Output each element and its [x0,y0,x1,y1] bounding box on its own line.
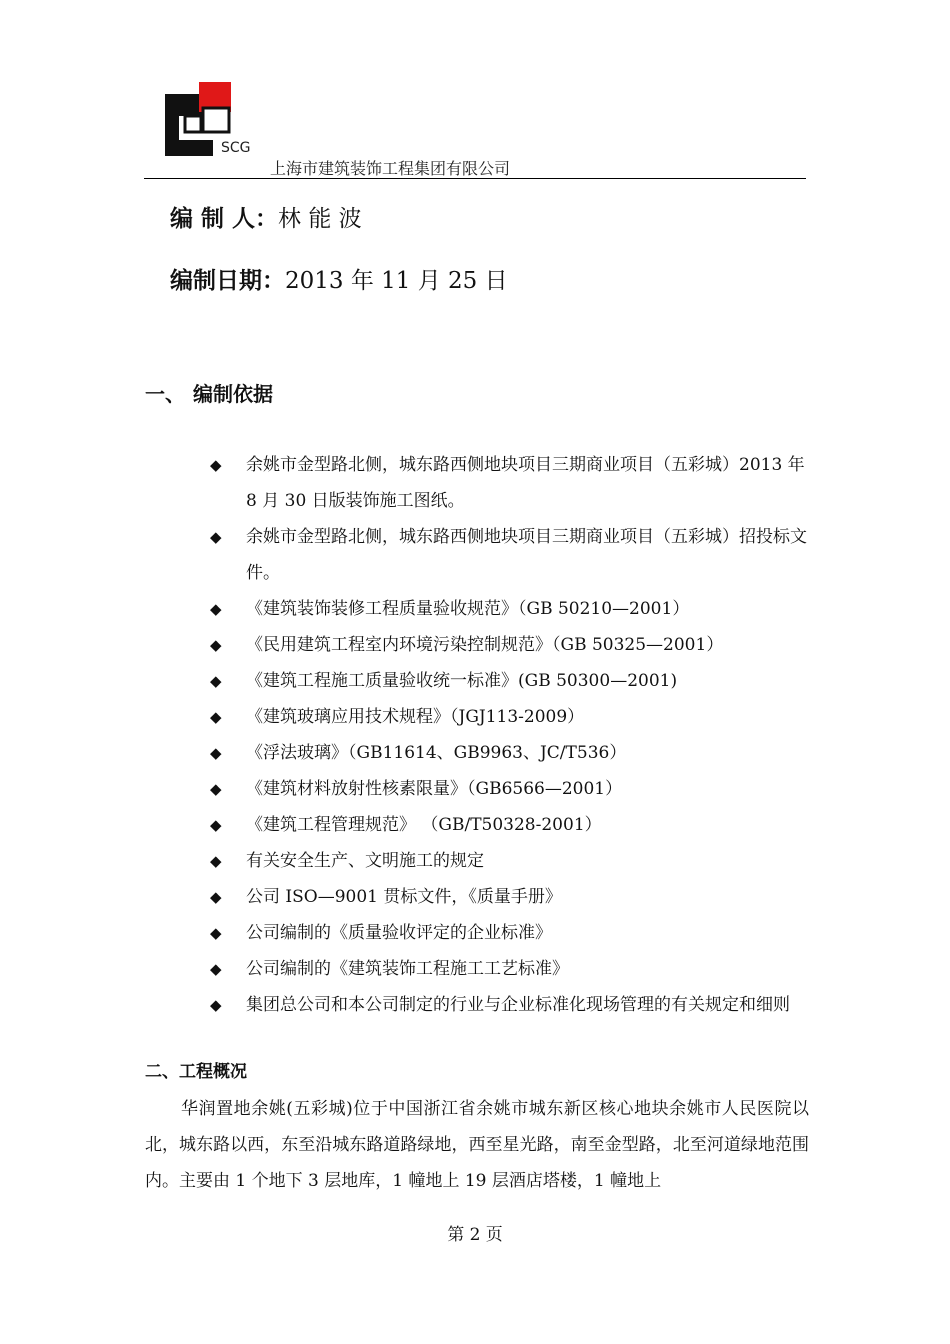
project-overview-paragraph: 华润置地余姚(五彩城)位于中国浙江省余姚市城东新区核心地块余姚市人民医院以北，城东路以西，东至沿城东路道路绿地，西至星光路，南至金型路，北至河道绿地范围内。主要由 1 个地下 3 层地库，1 幢地上 19 层酒店塔楼，1 幢地上 [145,1099,809,1191]
list-item: ◆ 公司编制的《质量验收评定的企业标准》 [210,915,810,951]
list-item: ◆ 《建筑装饰装修工程质量验收规范》（GB 50210—2001） [210,591,810,627]
section-2-heading: 二、工程概况 [145,1062,247,1082]
list-item: ◆ 有关安全生产、文明施工的规定 [210,843,810,879]
list-item: ◆ 余姚市金型路北侧，城东路西侧地块项目三期商业项目（五彩城）2013 年 8 月 30 日版装饰施工图纸。 [210,447,810,519]
diamond-bullet-icon: ◆ [210,636,222,654]
diamond-bullet-icon: ◆ [210,708,222,726]
company-name: 上海市建筑装饰工程集团有限公司 [270,159,511,178]
page-number: 第 2 页 [447,1225,503,1245]
company-logo [163,78,263,158]
header-divider [144,178,806,179]
list-item: ◆ 《建筑工程管理规范》 （GB/T50328-2001） [210,807,810,843]
diamond-bullet-icon: ◆ [210,672,222,690]
diamond-bullet-icon: ◆ [210,600,222,618]
diamond-bullet-icon: ◆ [210,996,222,1014]
diamond-bullet-icon: ◆ [210,852,222,870]
list-item: ◆ 《建筑材料放射性核素限量》（GB6566—2001） [210,771,810,807]
logo-text: SCG [221,140,251,156]
diamond-bullet-icon: ◆ [210,528,222,546]
section-1-number: 一、 [145,382,185,406]
diamond-bullet-icon: ◆ [210,744,222,762]
list-item: ◆ 《建筑工程施工质量验收统一标准》(GB 50300—2001) [210,663,810,699]
section-1-heading [145,378,273,407]
author-line [170,200,362,233]
date-value: 2013 年 11 月 25 日 [285,268,508,294]
diamond-bullet-icon: ◆ [210,888,222,906]
author-label: 编 制 人： [170,206,279,232]
list-item: ◆ 公司编制的《建筑装饰工程施工工艺标准》 [210,951,810,987]
list-item: ◆ 《浮法玻璃》（GB11614、GB9963、JC/T536） [210,735,810,771]
diamond-bullet-icon: ◆ [210,780,222,798]
list-item: ◆ 集团总公司和本公司制定的行业与企业标准化现场管理的有关规定和细则 [210,987,810,1023]
diamond-bullet-icon: ◆ [210,960,222,978]
basis-list [210,447,810,1023]
diamond-bullet-icon: ◆ [210,924,222,942]
list-item: ◆ 《建筑玻璃应用技术规程》（JGJ113-2009） [210,699,810,735]
list-item: ◆ 公司 ISO—9001 贯标文件，《质量手册》 [210,879,810,915]
date-line [170,262,508,295]
date-label: 编制日期： [170,268,285,294]
section-1-title: 编制依据 [193,382,273,406]
diamond-bullet-icon: ◆ [210,816,222,834]
list-item: ◆ 余姚市金型路北侧，城东路西侧地块项目三期商业项目（五彩城）招投标文件。 [210,519,810,591]
list-item: ◆ 《民用建筑工程室内环境污染控制规范》（GB 50325—2001） [210,627,810,663]
author-name: 林 能 波 [278,206,362,232]
diamond-bullet-icon: ◆ [210,456,222,474]
